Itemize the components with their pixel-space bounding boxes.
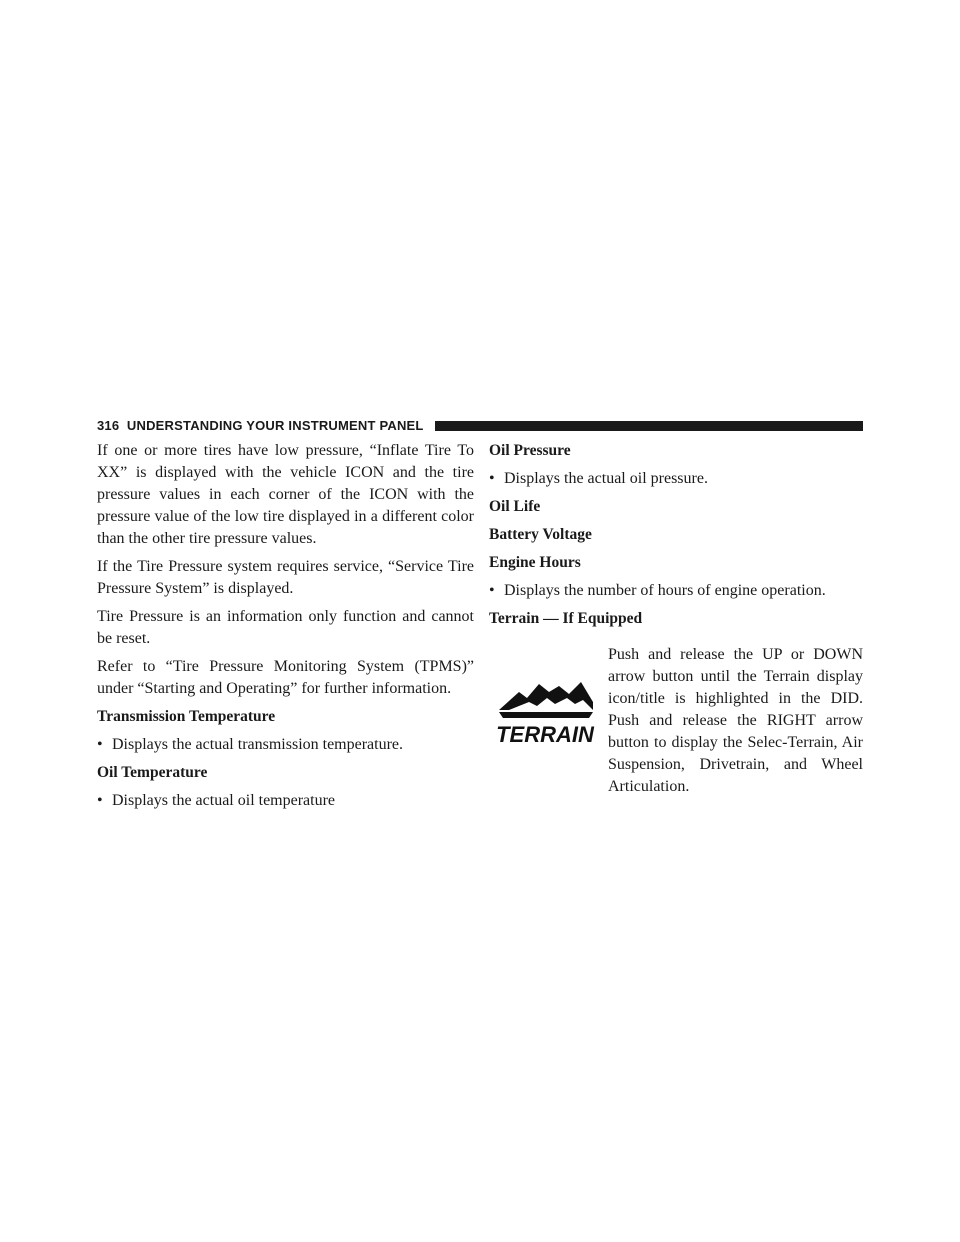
terrain-block — [489, 644, 863, 794]
bullet-text: Displays the actual oil pressure. — [504, 470, 708, 487]
heading-battery-voltage: Battery Voltage — [489, 526, 592, 543]
page-header-text — [97, 418, 424, 434]
heading-oil-temperature: Oil Temperature — [97, 764, 208, 781]
heading-transmission-temperature: Transmission Temperature — [97, 708, 276, 725]
page-number: 316 — [97, 418, 120, 433]
heading-oil-life: Oil Life — [489, 498, 541, 515]
bullet-mark: • — [97, 736, 103, 753]
paragraph-service-tire: If the Tire Pressure system requires service, “Service Tire Pressure System” is displayed. — [97, 558, 474, 597]
list-item — [489, 580, 863, 602]
heading-engine-hours: Engine Hours — [489, 554, 581, 571]
bullet-text: Displays the actual transmission temperature. — [112, 736, 404, 753]
heading-oil-pressure: Oil Pressure — [489, 442, 571, 459]
bullet-mark: • — [489, 582, 495, 599]
terrain-mountain-icon — [489, 662, 601, 758]
terrain-logo-text: TERRAIN — [496, 722, 594, 747]
right-column — [489, 440, 863, 794]
section-title: UNDERSTANDING YOUR INSTRUMENT PANEL — [126, 418, 424, 433]
paragraph-inflate-tire: If one or more tires have low pressure, “Inflate Tire To XX” is displayed with the vehicle ICON and the tire pressure values in each corner of the ICON with the pressure value of the low tire displayed in a different color than the other tire pressure values. — [97, 442, 474, 547]
heading-terrain: Terrain — If Equipped — [489, 610, 643, 627]
header-rule — [435, 421, 863, 431]
bullet-mark: • — [97, 792, 103, 809]
paragraph-tire-reset: Tire Pressure is an information only function and cannot be reset. — [97, 608, 474, 647]
list-item — [489, 468, 863, 490]
page-header — [97, 418, 863, 434]
list-item — [97, 790, 474, 812]
list-item — [97, 734, 474, 756]
paragraph-tpms-reference: Refer to “Tire Pressure Monitoring System (TPMS)” under “Starting and Operating” for further information. — [97, 658, 474, 697]
bullet-text: Displays the number of hours of engine operation. — [504, 582, 826, 599]
bullet-text: Displays the actual oil temperature — [112, 792, 336, 809]
left-column — [97, 440, 474, 818]
bullet-mark: • — [489, 470, 495, 487]
paragraph-terrain-instructions: Push and release the UP or DOWN arrow button until the Terrain display icon/title is highlighted in the DID. Push and release the RIGHT arrow button to display the Selec-Terrain, Air Suspension, Drivetrain, and Wheel Articulation. — [608, 646, 863, 795]
